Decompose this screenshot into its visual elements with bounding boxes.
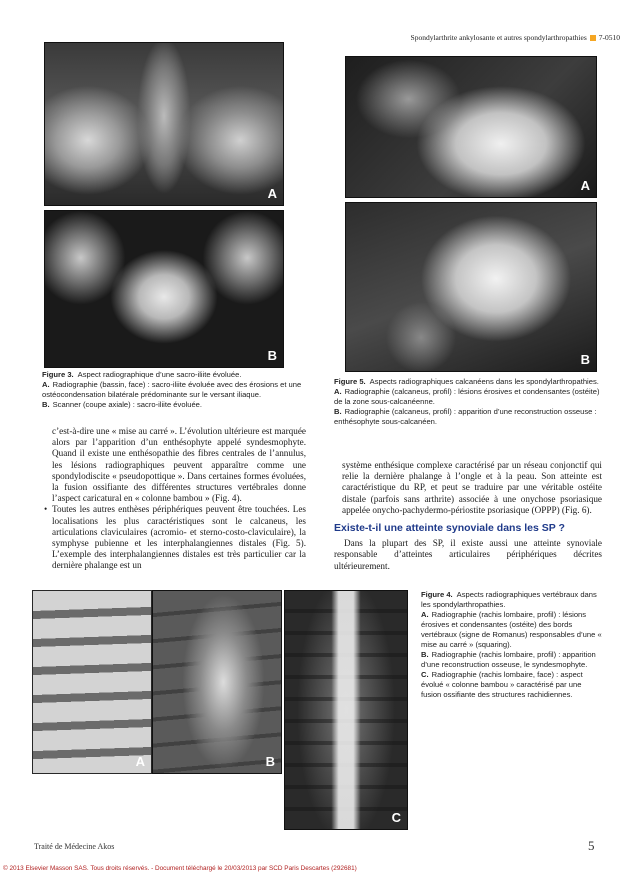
figure-5-a-label: A.: [334, 387, 342, 396]
right-column-text: [334, 460, 602, 572]
bullet-paragraph: [42, 504, 306, 571]
figure-5a-xray-image: [345, 56, 597, 198]
figure-5-caption: [334, 377, 602, 427]
figure-3b-ct-image: [44, 210, 284, 368]
figure-5-b-label: B.: [334, 407, 342, 416]
panel-letter-b: B: [580, 352, 590, 367]
running-title: Spondylarthrite ankylosante et autres spondylarthropathies: [410, 33, 587, 42]
figure-4c-xray-image: [284, 590, 408, 830]
section-heading: Existe-t-il une atteinte synoviale dans les SP ?: [334, 522, 565, 535]
figure-4-b-label: B.: [421, 650, 429, 659]
panel-letter-b: B: [267, 348, 277, 363]
accent-square-icon: [590, 35, 596, 41]
figure-4-caption: [421, 590, 603, 700]
figure-5-a-text: Radiographie (calcaneus, profil) : lésions érosives et condensantes (ostéite) de la zone sous-calcanéenne.: [334, 387, 600, 406]
page-number: 5: [588, 838, 595, 853]
panel-letter-a: A: [267, 186, 277, 201]
body-paragraph: c’est-à-dire une « mise au carré ». L’évolution ultérieure est marquée alors par l’apparition d’un enthésophyte appelé syndesmophyte. Quand il existe une enthésopathie des fibres centrales de l’annulus, les lésions radiographiques peuvent apparaître comme une spondylodiscite « pseudopottique ». Dans certaines formes évoluées, la fusion ossifiante des différentes structures vertébrales donne l’aspect caricatural en « colonne bambou » (Fig. 4).: [52, 426, 306, 504]
figure-4-b-text: Radiographie (rachis lombaire, profil) : apparition d’une reconstruction osseuse, le syndesmophyte.: [421, 650, 596, 669]
figure-3-a-label: A.: [42, 380, 50, 389]
document-code: 7-0510: [598, 33, 620, 42]
figure-4b-xray-image: [152, 590, 282, 774]
figure-3-b-text: Scanner (coupe axiale) : sacro-iliite évoluée.: [52, 400, 203, 409]
figure-5-title: Aspects radiographiques calcanéens dans les spondylarthropathies.: [369, 377, 599, 386]
figure-4-c-text: Radiographie (rachis lombaire, face) : aspect évolué « colonne bambou » caractérisé par une fusion ossifiante des structures rachidiennes.: [421, 670, 583, 699]
body-paragraph: Dans la plupart des SP, il existe aussi une atteinte synoviale responsable d’atteintes articulaires périphériques décrites ultérieurement.: [334, 538, 602, 571]
figure-3-title: Aspect radiographique d’une sacro-iliite évoluée.: [77, 370, 242, 379]
running-header: [300, 33, 620, 42]
copyright-notice: © 2013 Elsevier Masson SAS. Tous droits réservés. - Document téléchargé le 20/03/2013 par SCD Paris Descartes (292681): [3, 865, 357, 872]
figure-4-label: Figure 4.: [421, 590, 453, 599]
figure-4-a-text: Radiographie (rachis lombaire, profil) : lésions érosives et condensantes (ostéite) des bords vertébraux (signe de Romanus) responsables d’une « mise au carré » (squaring).: [421, 610, 602, 649]
figure-3a-xray-image: [44, 42, 284, 206]
figure-4-c-label: C.: [421, 670, 429, 679]
figure-3-b-label: B.: [42, 400, 50, 409]
panel-letter-a: A: [580, 178, 590, 193]
figure-3-label: Figure 3.: [42, 370, 74, 379]
figure-5b-xray-image: [345, 202, 597, 372]
panel-letter-c: C: [391, 810, 401, 825]
panel-letter-b: B: [265, 754, 275, 769]
figure-5-label: Figure 5.: [334, 377, 366, 386]
figure-3-caption: [42, 370, 302, 410]
left-column-text: [42, 426, 306, 572]
figure-4-title: Aspects radiographiques vertébraux dans les spondylarthropathies.: [421, 590, 597, 609]
panel-letter-a: A: [135, 754, 145, 769]
figure-5-b-text: Radiographie (calcaneus, profil) : apparition d’une reconstruction osseuse : enthésophyte sous-calcanéen.: [334, 407, 597, 426]
body-paragraph: système enthésique complexe caractérisé par un réseau conjonctif qui relie la dernière phalange à l’ongle et à la peau. Son atteinte est caractéristique du RP, et peut se traduire par une véritable ostéite distale (parfois sans arthrite) associée à une onychose psoriasique appelée onycho-pachydermo-périostite psoriasique (OPPP) (Fig. 6).: [342, 460, 602, 515]
figure-4-a-label: A.: [421, 610, 429, 619]
bullet-paragraph-text: Toutes les autres enthèses périphériques peuvent être touchées. Les localisations les plus caractéristiques sont le calcaneus, les articulations claviculaires (acromio- et sterno-costo-claviculaire), la symphyse pubienne et les interphalangiennes distales (Fig. 5). L’exemple des interphalangiennes distales est très particulier car la dernière phalange est un: [52, 504, 306, 571]
book-title: Traité de Médecine Akos: [34, 842, 115, 851]
figure-4a-xray-image: [32, 590, 152, 774]
figure-3-a-text: Radiographie (bassin, face) : sacro-iliite évoluée avec des érosions et une ostéocondensation bilatérale prédominante sur le versant iliaque.: [42, 380, 302, 399]
